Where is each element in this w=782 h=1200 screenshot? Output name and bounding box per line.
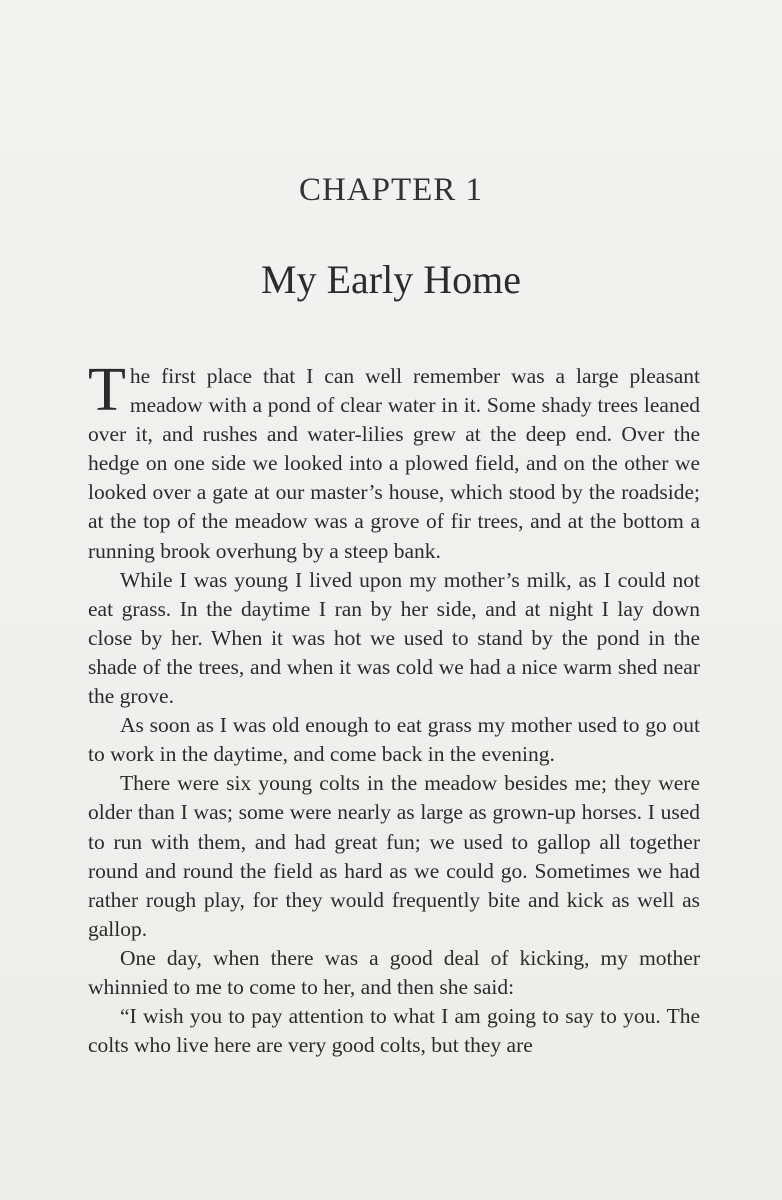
- chapter-title: My Early Home: [261, 257, 521, 302]
- paragraph-4: There were six young colts in the meadow besides me; they were older than I was; some were nearly as large as grown-up horses. I used to run with them, and had great fun; we used to gallop all together round and round the field as hard as we could go. Sometimes we had rather rough play, for they would frequently bite and kick as well as gallop.: [88, 771, 700, 941]
- paragraph-5: One day, when there was a good deal of kicking, my mother whinnied to me to come to her, and then she said:: [88, 945, 700, 999]
- chapter-body: [88, 356, 700, 1060]
- chapter-label: CHAPTER 1: [298, 172, 484, 208]
- drop-cap: T: [88, 356, 126, 424]
- paragraph-1-text: he first place that I can well remember was a large pleasant meadow with a pond of clear water in it. Some shady trees leaned over it, and rushes and water-lilies grew at the deep end. Over the hedge on one side we looked into a plowed field, and on the other we looked over a gate at our master’s house, which stood by the roadside; at the top of the meadow was a grove of fir trees, and at the bottom a running brook overhung by a steep bank.: [88, 364, 700, 563]
- paragraph-2: While I was young I lived upon my mother’s milk, as I could not eat grass. In the daytime I ran by her side, and at night I lay down close by her. When it was hot we used to stand by the pond in the shade of the trees, and when it was cold we had a nice warm shed near the grove.: [88, 567, 700, 709]
- paragraph-6: “I wish you to pay attention to what I am going to say to you. The colts who live here are very good colts, but they are: [88, 1004, 700, 1058]
- paragraph-1: [88, 356, 700, 566]
- paragraph-3: As soon as I was old enough to eat grass my mother used to go out to work in the daytime, and come back in the evening.: [88, 713, 700, 767]
